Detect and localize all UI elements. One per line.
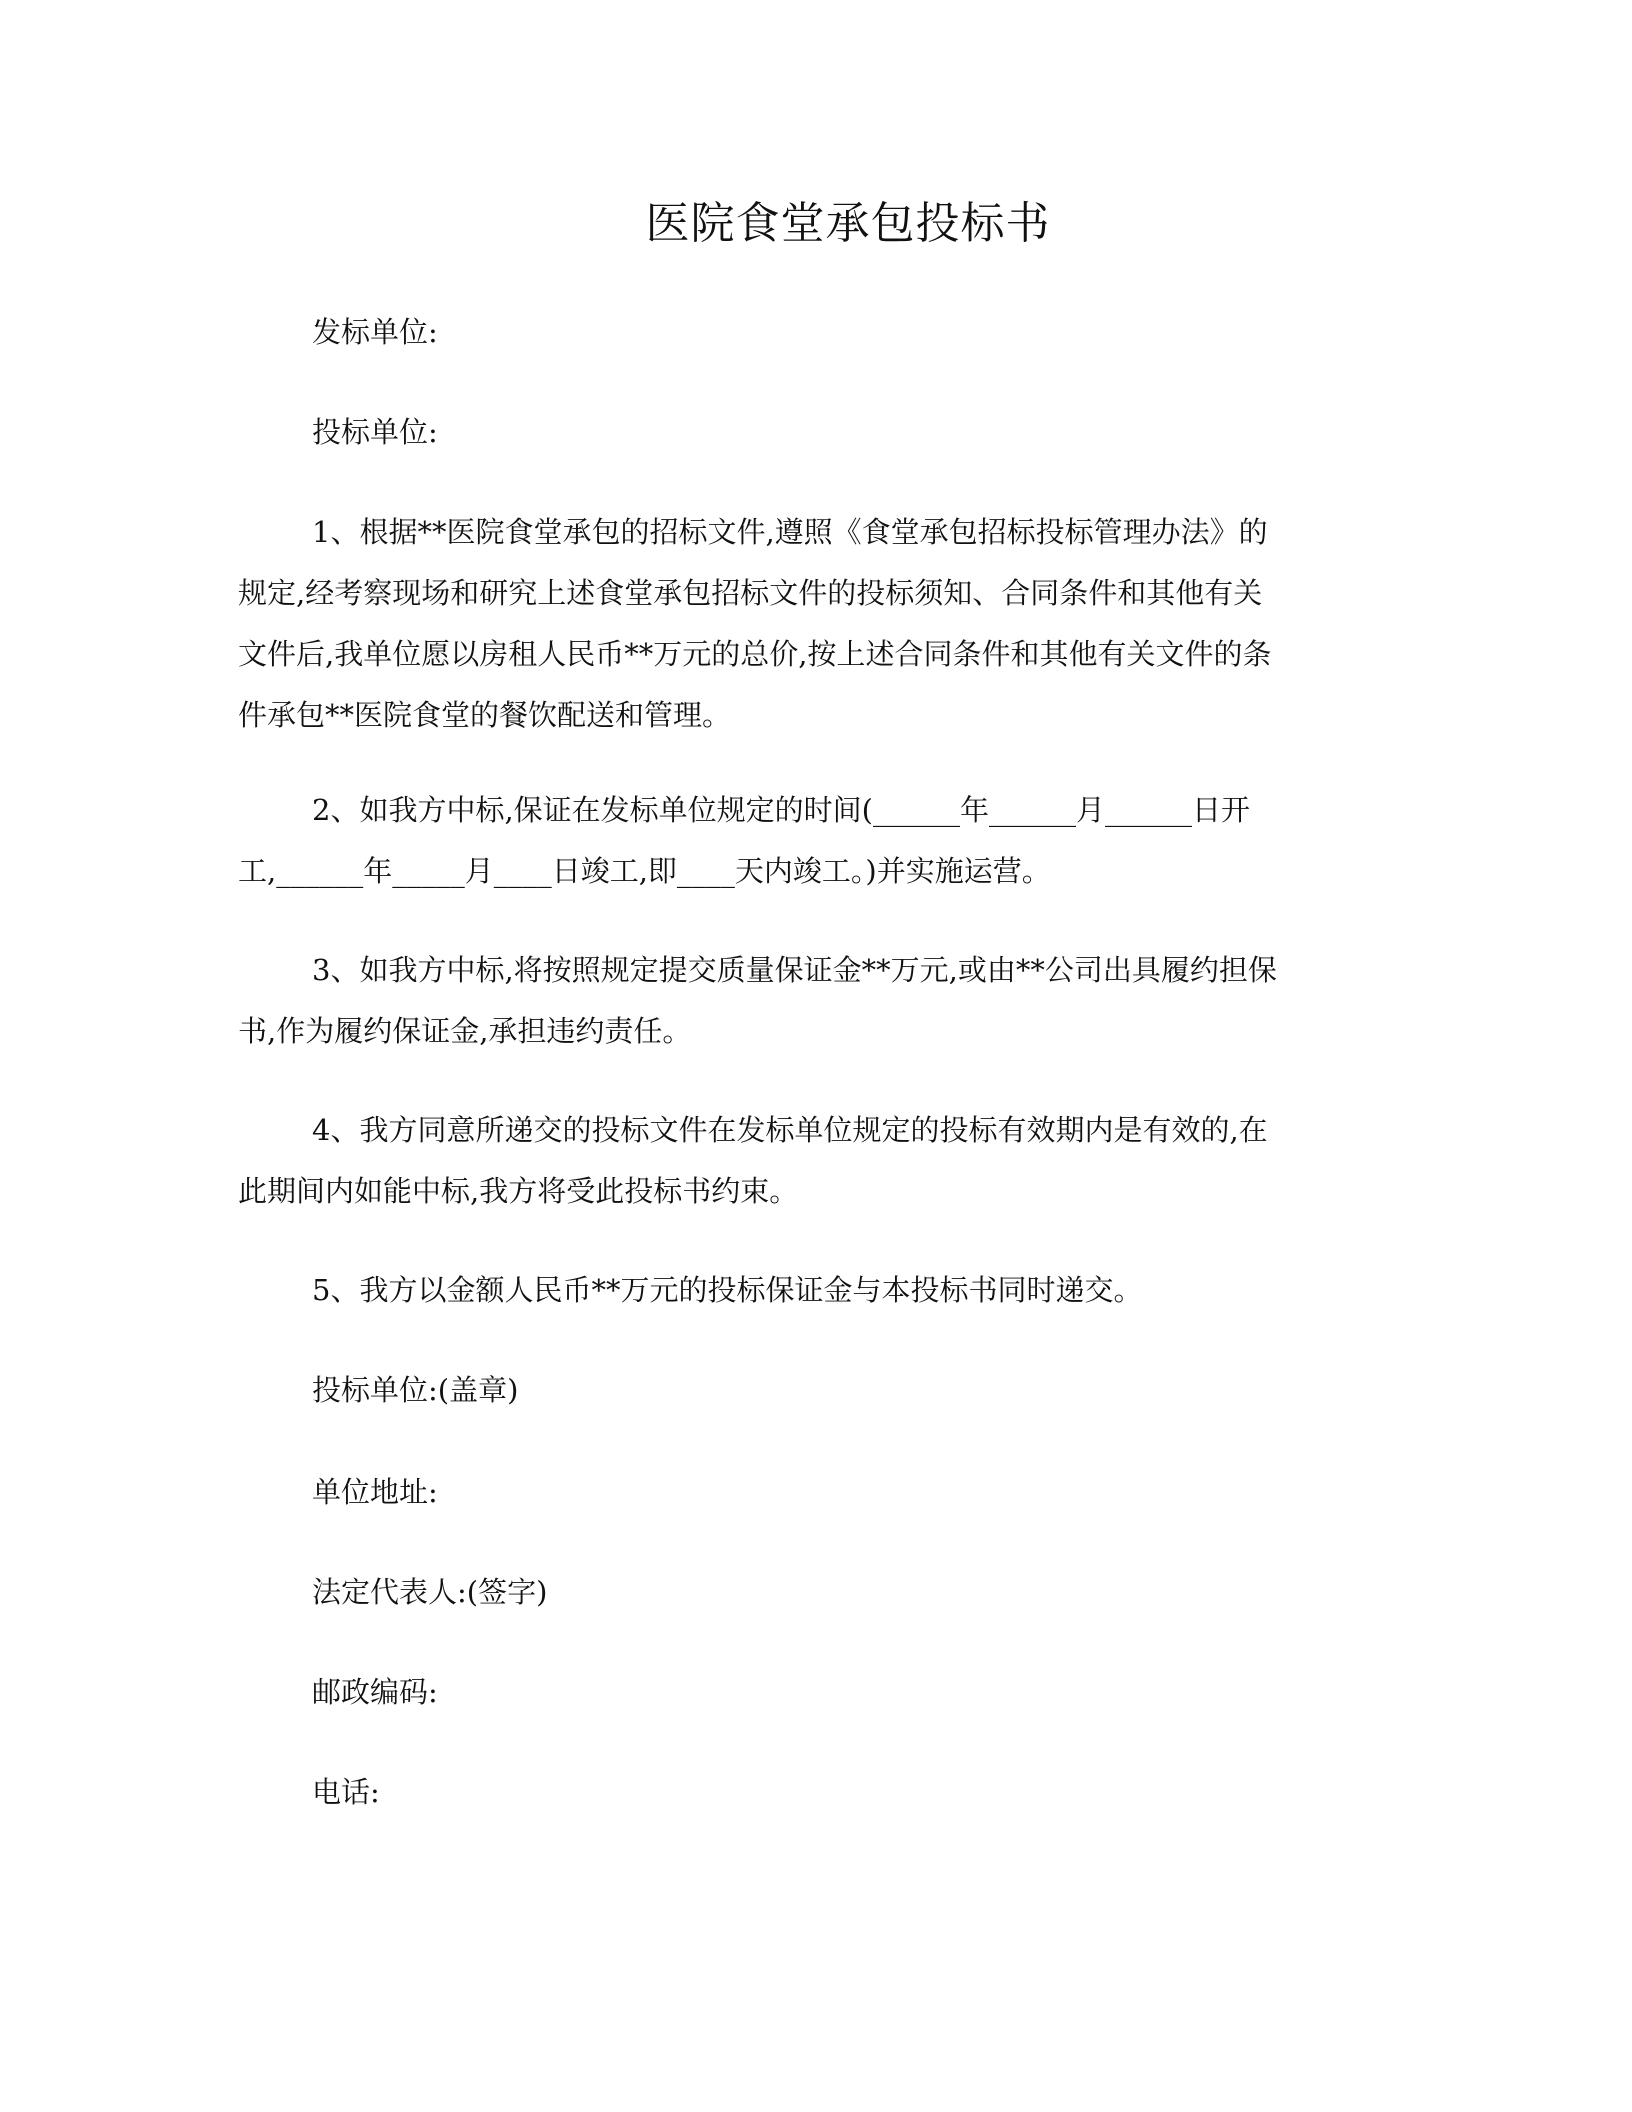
bidder-seal-label: 投标单位:(盖章) (312, 1373, 519, 1407)
address-label: 单位地址: (312, 1475, 438, 1509)
clause-1-line: 文件后,我单位愿以房租人民币**万元的总价,按上述合同条件和其他有关文件的条 (238, 637, 1272, 671)
document-title: 医院食堂承包投标书 (645, 198, 1051, 249)
legal-representative-label: 法定代表人:(签字) (312, 1575, 548, 1609)
clause-4-line: 此期间内如能中标,我方将受此投标书约束。 (238, 1174, 799, 1208)
clause-5 (238, 1260, 1378, 1321)
clause-3-line: 3、如我方中标,将按照规定提交质量保证金**万元,或由**公司出具履约担保 (312, 953, 1277, 987)
clause-2-line: 2、如我方中标,保证在发标单位规定的时间(______年______月______日开 (312, 793, 1250, 827)
phone-label: 电话: (312, 1775, 380, 1809)
clause-2 (238, 780, 1378, 902)
postcode-label: 邮政编码: (312, 1675, 438, 1709)
clause-3 (238, 940, 1378, 1062)
clause-1-line: 规定,经考察现场和研究上述食堂承包招标文件的投标须知、合同条件和其他有关 (238, 576, 1263, 610)
clause-4 (238, 1100, 1378, 1222)
issuer-label: 发标单位: (312, 315, 438, 349)
bidder-label: 投标单位: (312, 415, 438, 449)
clause-1 (238, 502, 1378, 746)
clause-2-line: 工,______年_____月____日竣工,即____天内竣工。)并实施运营。 (238, 854, 1051, 888)
clause-1-line: 件承包**医院食堂的餐饮配送和管理。 (238, 698, 732, 732)
clause-5-line: 5、我方以金额人民币**万元的投标保证金与本投标书同时递交。 (312, 1273, 1143, 1307)
clause-1-line: 1、根据**医院食堂承包的招标文件,遵照《食堂承包招标投标管理办法》的 (312, 515, 1268, 549)
clause-4-line: 4、我方同意所递交的投标文件在发标单位规定的投标有效期内是有效的,在 (312, 1113, 1268, 1147)
clause-3-line: 书,作为履约保证金,承担违约责任。 (238, 1014, 692, 1048)
